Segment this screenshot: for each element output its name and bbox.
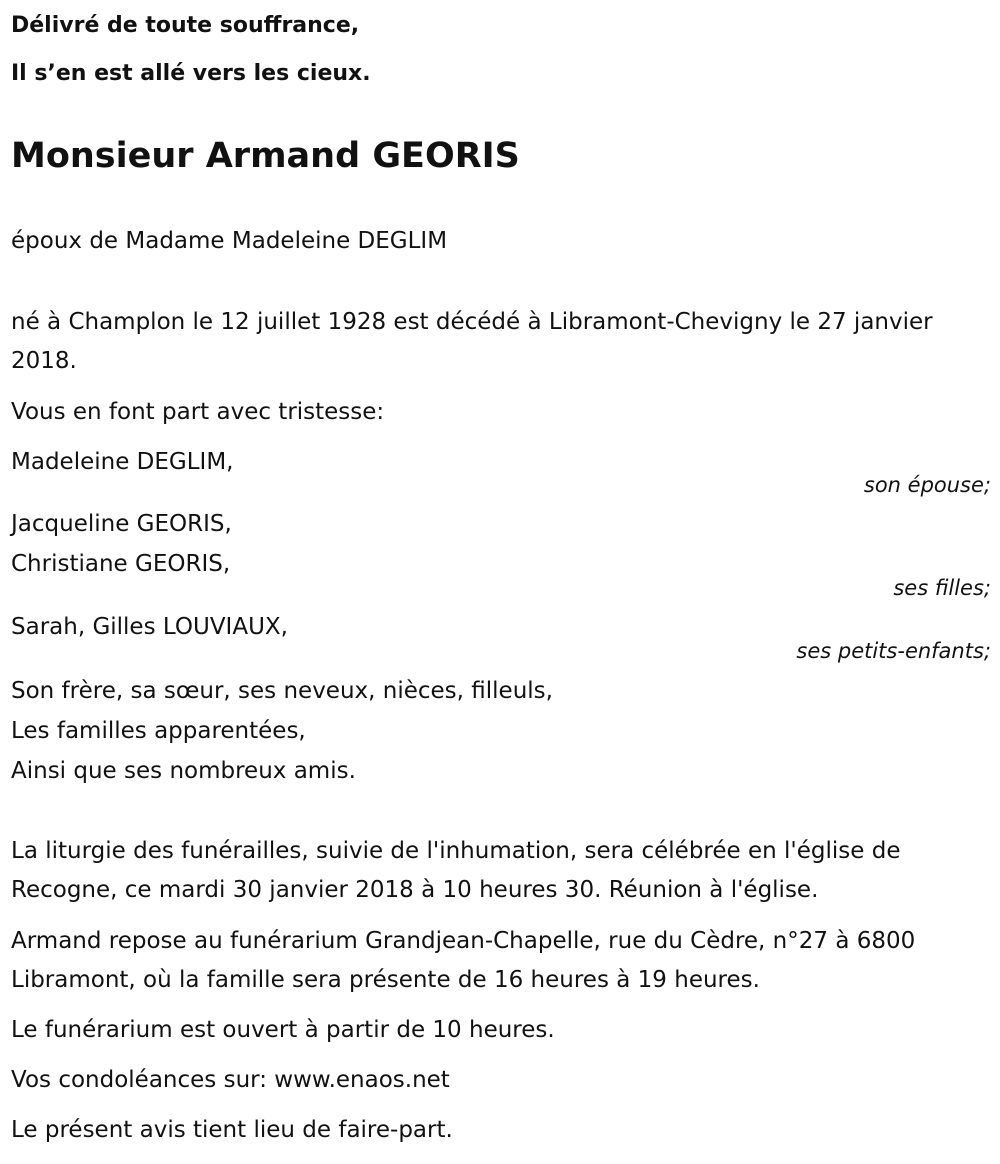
family-name-line: Madeleine DEGLIM, [11,449,234,475]
deceased-name: Monsieur Armand GEORIS [11,136,520,176]
family-name-line: Christiane GEORIS, [11,551,231,577]
funerarium-opening: Le funérarium est ouvert à partir de 10 heures. [11,1017,555,1043]
notice-line: Le présent avis tient lieu de faire-part. [11,1117,453,1143]
family-name-line: Sarah, Gilles LOUVIAUX, [11,614,288,640]
announcement-lead: Vous en font part avec tristesse: [11,399,385,425]
others-line: Son frère, sa sœur, ses neveux, nièces, filleuls, [11,678,553,704]
others-line: Ainsi que ses nombreux amis. [11,758,356,784]
family-name-line: Jacqueline GEORIS, [11,511,232,537]
intro-line-1: Délivré de toute souffrance, [11,13,360,38]
family-role-daughters: ses filles; [893,576,991,600]
condolences-line: Vos condoléances sur: www.enaos.net [11,1067,450,1093]
intro-line-2: Il s’en est allé vers les cieux. [11,61,371,86]
liturgy-details: La liturgie des funérailles, suivie de l'inhumation, sera célébrée en l'église de Recogne, ce mardi 30 janvier 2018 à 10 heures 30. Réunion à l'église. [11,838,901,903]
birth-death-line: né à Champlon le 12 juillet 1928 est décédé à Libramont-Chevigny le 27 janvier 2018. [11,309,933,374]
family-role-grandchildren: ses petits-enfants; [796,639,991,663]
others-line: Les familles apparentées, [11,718,306,744]
spouse-line: époux de Madame Madeleine DEGLIM [11,228,448,254]
family-role-spouse: son épouse; [863,473,991,497]
funerarium-details: Armand repose au funérarium Grandjean-Chapelle, rue du Cèdre, n°27 à 6800 Libramont, où la famille sera présente de 16 heures à 19 heures. [11,928,916,993]
